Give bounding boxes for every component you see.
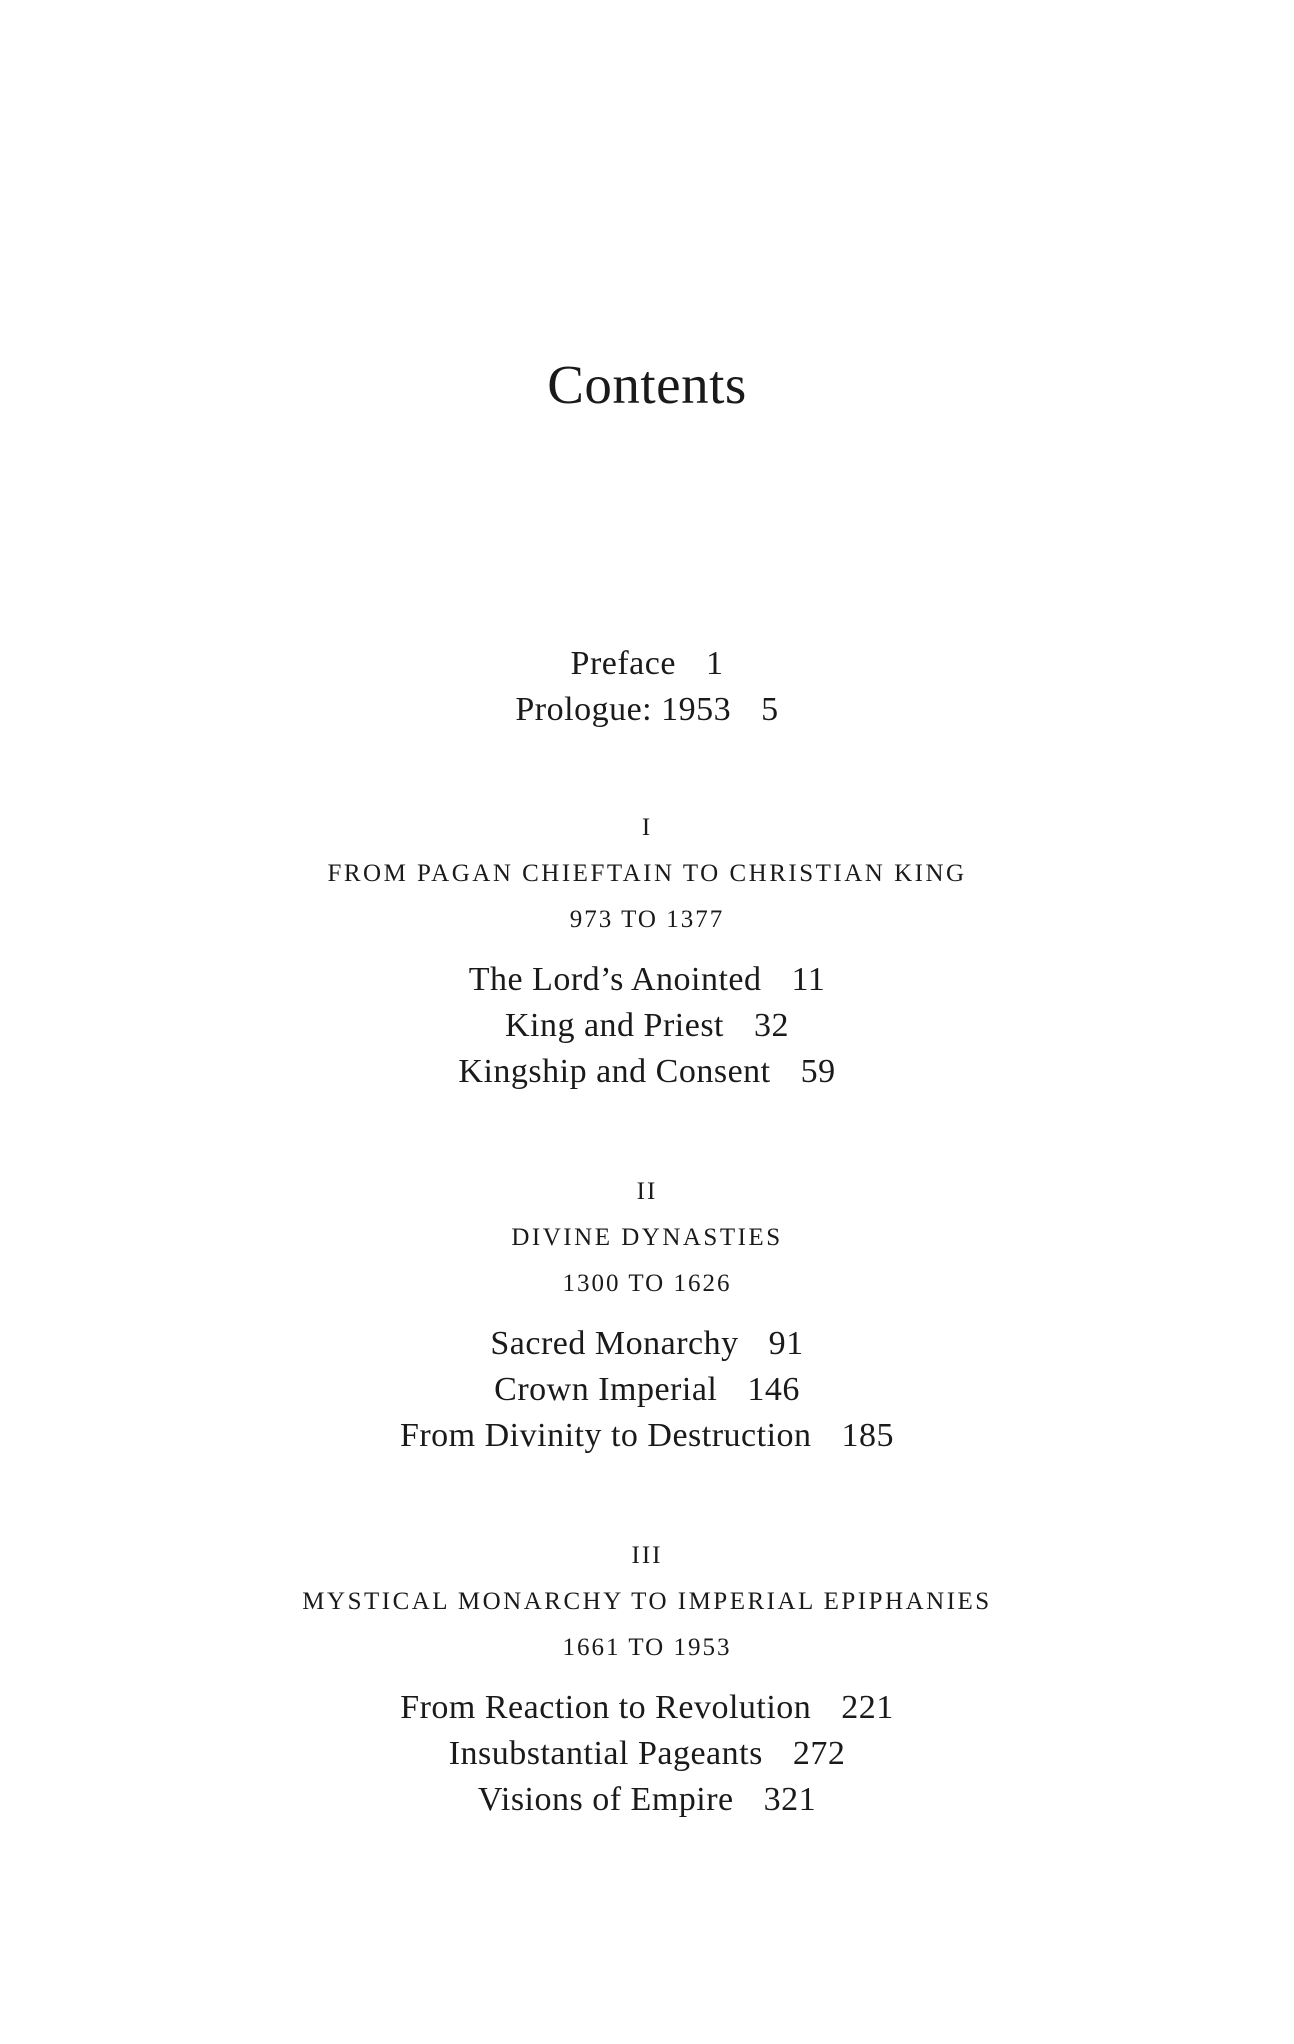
toc-entry-label: The Lord’s Anointed: [468, 961, 762, 998]
toc-entry-page: 272: [792, 1735, 846, 1772]
toc-entry: [0, 1686, 1294, 1730]
toc-entry-page: 32: [754, 1007, 790, 1044]
toc-entry-label: Insubstantial Pageants: [448, 1735, 763, 1772]
toc-entry: [0, 1414, 1294, 1458]
toc-entry-label: Crown Imperial: [494, 1371, 718, 1408]
toc-entry-preface: [0, 642, 1294, 686]
toc-entry-prologue: [0, 688, 1294, 732]
part-number: III: [631, 1542, 663, 1569]
toc-entry-label: Prologue: 1953: [515, 691, 732, 728]
toc-entry: [0, 958, 1294, 1002]
toc-entry-page: 91: [768, 1325, 804, 1362]
toc-entry-page: 146: [747, 1371, 800, 1408]
toc-entry-page: 185: [841, 1417, 895, 1454]
part-number: II: [636, 1178, 658, 1205]
part-title: DIVINE DYNASTIES: [511, 1224, 783, 1251]
toc-entry-page: 5: [761, 691, 779, 728]
toc-entry-label: Kingship and Consent: [458, 1053, 771, 1090]
toc-entry-label: King and Priest: [504, 1007, 725, 1044]
page-title: Contents: [547, 354, 747, 415]
part-dates: 973 TO 1377: [569, 906, 725, 933]
toc-entry-label: From Divinity to Destruction: [399, 1417, 812, 1454]
toc-entry: [0, 1732, 1294, 1776]
toc-entry: [0, 1322, 1294, 1366]
toc-entry: [0, 1368, 1294, 1412]
toc-entry-label: Visions of Empire: [477, 1781, 734, 1818]
toc-entry-page: 221: [841, 1689, 894, 1726]
toc-entry: [0, 1050, 1294, 1094]
part-title: FROM PAGAN CHIEFTAIN TO CHRISTIAN KING: [327, 860, 967, 887]
toc-entry: [0, 1004, 1294, 1048]
toc-entry-label: From Reaction to Revolution: [400, 1689, 812, 1726]
toc-entry-page: 1: [705, 645, 724, 682]
part-dates: 1300 TO 1626: [562, 1270, 732, 1297]
part-number: I: [641, 814, 653, 841]
toc-entry-page: 11: [791, 961, 826, 998]
part-title: MYSTICAL MONARCHY TO IMPERIAL EPIPHANIES: [302, 1588, 992, 1615]
toc-entry-page: 321: [763, 1781, 817, 1818]
toc-entry-label: Preface: [570, 645, 676, 682]
part-dates: 1661 TO 1953: [562, 1634, 732, 1661]
toc-entry-label: Sacred Monarchy: [490, 1325, 739, 1362]
toc-entry-page: 59: [800, 1053, 836, 1090]
toc-entry: [0, 1778, 1294, 1822]
